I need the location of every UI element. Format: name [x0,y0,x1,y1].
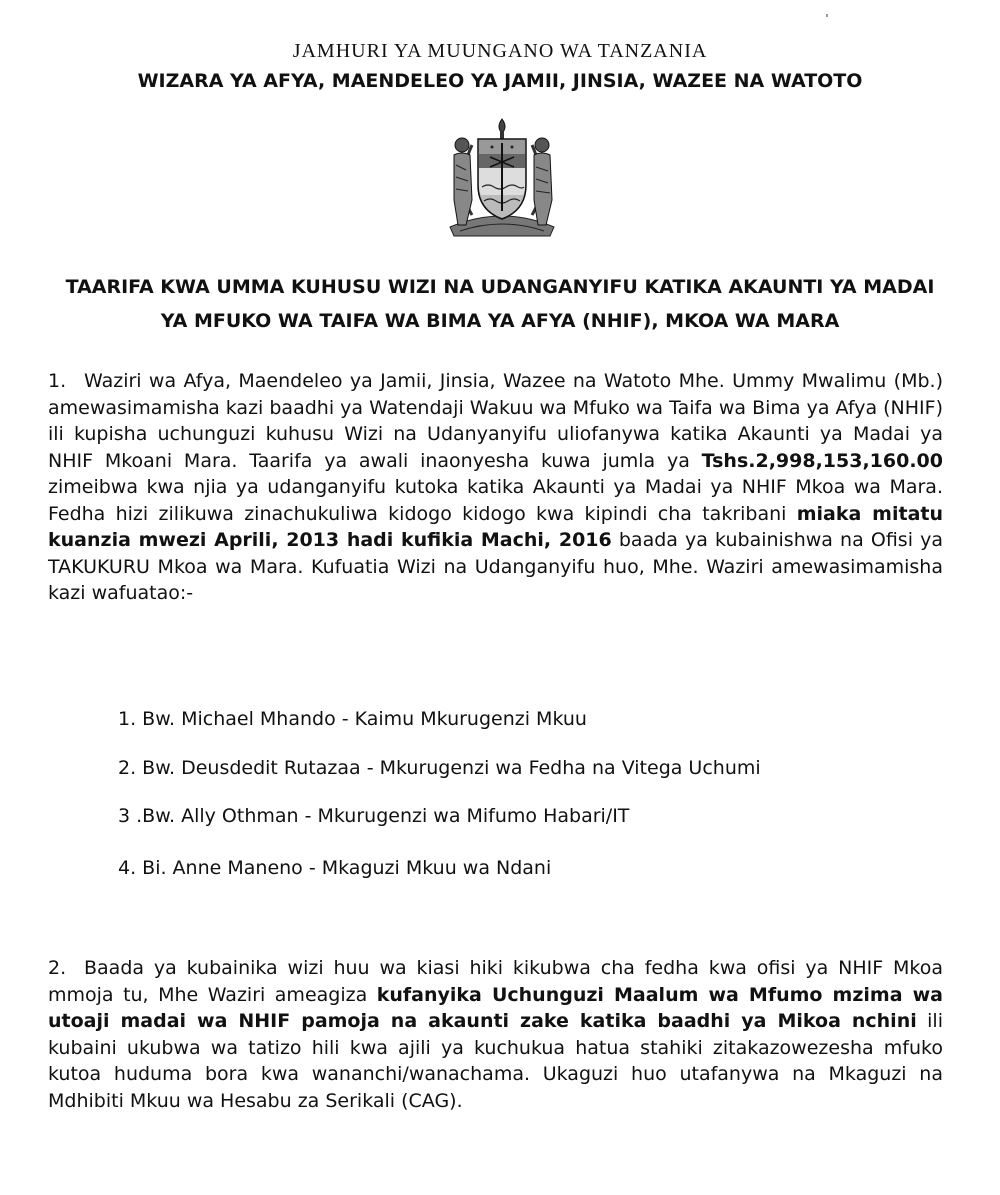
list-item: 4. Bi. Anne Maneno - Mkaguzi Mkuu wa Ndani [118,857,552,879]
paragraph-number: 2. [48,957,67,979]
amount-stolen: Tshs.2,998,153,160.00 [701,449,943,472]
tanzania-coat-of-arms-icon [432,115,572,240]
paragraph-text: baada ya kubainishwa na Ofisi ya TAKUKURU Mkoa wa Mara. Kufuatia Wizi na Udanganyifu huo, Mhe. Waziri amewasimamisha kazi wafuatao:- [48,529,943,604]
republic-heading: JAMHURI YA MUUNGANO WA TANZANIA [292,40,708,62]
investigation-directive: kufanyika Uchunguzi Maalum wa Mfumo mzima wa utoaji madai wa NHIF pamoja na akaunti zake katika baadhi ya Mikoa nchini [48,983,943,1032]
paragraph-number: 1. [48,370,67,392]
period-of-theft: miaka mitatu kuanzia mwezi Aprili, 2013 hadi kufikia Machi, 2016 [48,502,943,551]
paragraph-1 [48,368,943,607]
ministry-heading: WIZARA YA AFYA, MAENDELEO YA JAMII, JINSIA, WAZEE NA WATOTO [137,70,863,92]
scan-speck [826,14,828,17]
paragraph-text: zimeibwa kwa njia ya udanganyifu kutoka katika Akaunti ya Madai ya NHIF Mkoa wa Mara. Fedha hizi zilikuwa zinachukuliwa kidogo kidogo kwa kipindi cha takribani [48,476,943,525]
list-item: 2. Bw. Deusdedit Rutazaa - Mkurugenzi wa Fedha na Vitega Uchumi [118,757,761,779]
list-item: 3 .Bw. Ally Othman - Mkurugenzi wa Mifumo Habari/IT [118,805,630,827]
statement-title-line-2: YA MFUKO WA TAIFA WA BIMA YA AFYA (NHIF), MKOA WA MARA [160,310,840,332]
statement-title-line-1: TAARIFA KWA UMMA KUHUSU WIZI NA UDANGANYIFU KATIKA AKAUNTI YA MADAI [65,276,935,298]
paragraph-text: Waziri wa Afya, Maendeleo ya Jamii, Jinsia, Wazee na Watoto Mhe. Ummy Mwalimu (Mb.) amewasimamisha kazi baadhi ya Watendaji Wakuu wa Mfuko wa Taifa wa Bima ya Afya (NHIF) ili kupisha uchunguzi kuhusu Wizi na Udanyanyifu uliofanywa katika Akaunti ya Madai ya NHIF Mkoani Mara. Taarifa ya awali inaonyesha kuwa jumla ya [48,370,943,472]
paragraph-text: Baada ya kubainika wizi huu wa kiasi hiki kikubwa cha fedha kwa ofisi ya NHIF Mkoa mmoja tu, Mhe Waziri ameagiza [48,957,943,1006]
paragraph-2 [48,955,943,1114]
paragraph-text: ili kubaini ukubwa wa tatizo hili kwa ajili ya kuchukua hatua stahiki zitakazowezesha mfuko kutoa huduma bora kwa wananchi/wanachama. Ukaguzi huo utafanywa na Mkaguzi na Mdhibiti Mkuu wa Hesabu za Serikali (CAG). [48,1010,943,1112]
list-item: 1. Bw. Michael Mhando - Kaimu Mkurugenzi Mkuu [118,708,587,730]
